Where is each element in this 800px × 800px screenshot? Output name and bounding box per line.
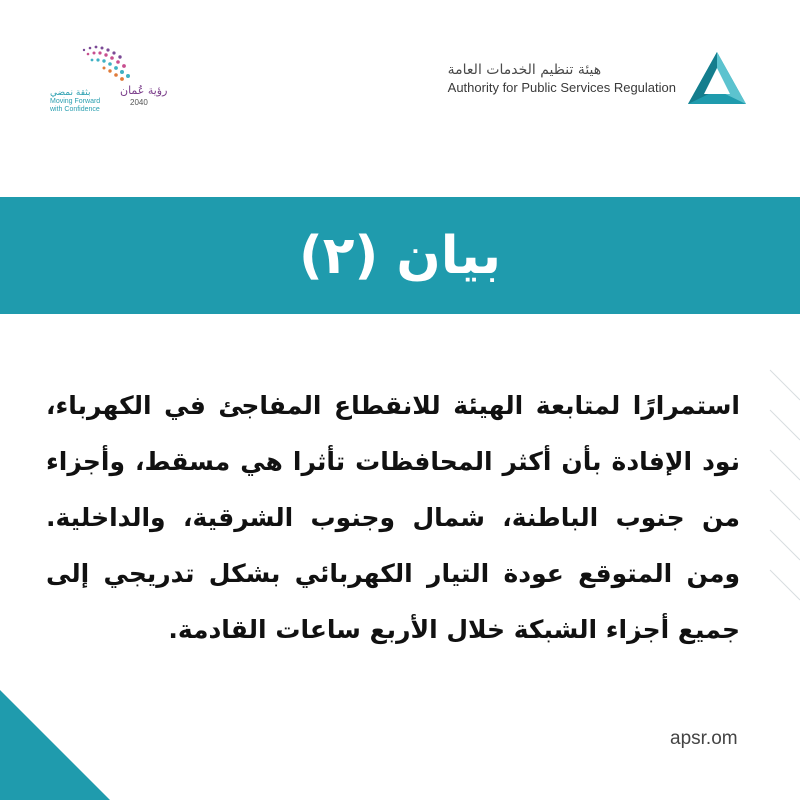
apsr-logo <box>448 50 748 106</box>
authority-name-en: Authority for Public Services Regulation <box>447 79 676 95</box>
title-banner <box>0 197 800 314</box>
authority-name-ar: هيئة تنظيم الخدمات العامة <box>447 61 602 78</box>
vision-year: 2040 <box>130 98 148 107</box>
apsr-logo-names <box>448 62 676 95</box>
tagline-ar: بثقة نمضي <box>50 88 91 98</box>
tagline-en-line1: Moving Forward <box>50 98 101 105</box>
statement-title: بيان (٢) <box>298 225 502 286</box>
website-link[interactable]: apsr.om <box>670 728 738 749</box>
tagline-en-line2: with Confidence <box>50 106 100 113</box>
apsr-triangle-icon <box>686 50 748 106</box>
bottom-right-lines <box>770 370 800 600</box>
vision-name-ar: رؤية عُمان <box>120 84 168 97</box>
bottom-left-triangle <box>0 690 110 800</box>
statement-body: استمرارًا لمتابعة الهيئة للانقطاع المفاجئ في الكهرباء، نود الإفادة بأن أكثر المحافظات تأثرا هي مسقط، وأجزاء من جنوب الباطنة، شمال وجنوب الشرقية، والداخلية. ومن المتوقع عودة التيار الكهربائي بشكل تدريجي إلى جميع أجزاء الشبكة خلال الأربع ساعات القادمة. <box>46 391 740 644</box>
oman-vision-logo <box>44 40 214 120</box>
